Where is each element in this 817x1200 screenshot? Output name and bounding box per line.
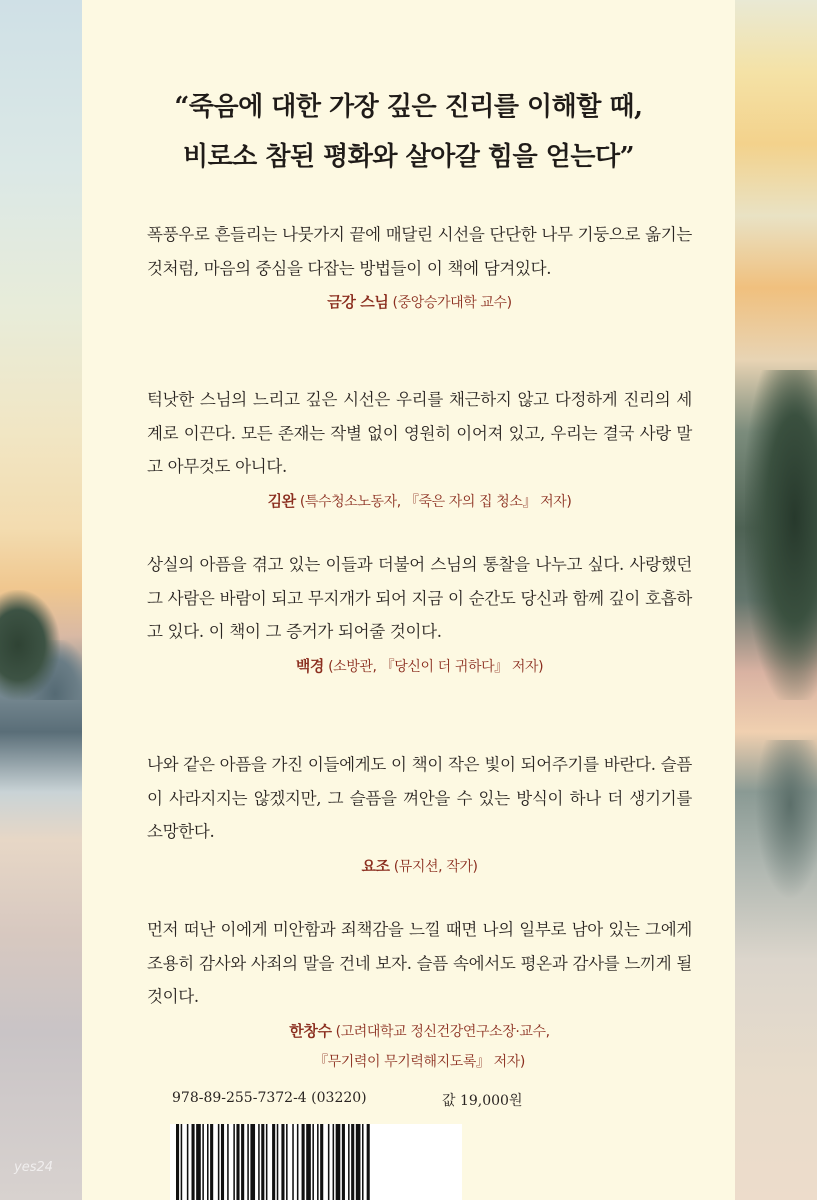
- barcode-bar: [196, 1124, 201, 1200]
- barcode-bar: [362, 1124, 364, 1200]
- barcode-bar: [356, 1124, 361, 1200]
- barcode-bar: [306, 1124, 311, 1200]
- endorser-role: (고려대학교 정신건강연구소장·교수,: [335, 1023, 550, 1040]
- endorsement-credit: [147, 486, 692, 517]
- barcode-bar: [258, 1124, 260, 1200]
- painted-reflection: [755, 740, 817, 900]
- barcode-bar: [342, 1124, 345, 1200]
- barcode-bar: [328, 1124, 330, 1200]
- isbn-number: 978-89-255-7372-4 (03220): [172, 1090, 367, 1106]
- barcode-bar: [227, 1124, 229, 1200]
- endorsement: [147, 913, 692, 1078]
- barcode-bar: [210, 1124, 213, 1200]
- barcode-bar: [272, 1124, 275, 1200]
- headline-quote: [82, 82, 735, 182]
- endorser-role: (특수청소노동자, 『죽은 자의 집 청소』 저자): [299, 493, 572, 510]
- barcode-bar: [192, 1124, 195, 1200]
- barcode-bar: [277, 1124, 279, 1200]
- endorsement-text: 상실의 아픔을 겪고 있는 이들과 더불어 스님의 통찰을 나누고 싶다. 사랑했던 그 사람은 바람이 되고 무지개가 되어 지금 이 순간도 당신과 함께 깊이 호흡하고 있다. 이 책이 그 증거가 되어줄 것이다.: [147, 555, 692, 641]
- barcode-bar: [320, 1124, 323, 1200]
- endorser-name: 한창수: [289, 1021, 332, 1040]
- barcode-bar: [312, 1124, 314, 1200]
- endorsement-credit: [147, 851, 692, 882]
- price-label: 값 19,000원: [442, 1093, 523, 1109]
- barcode-bar: [297, 1124, 299, 1200]
- barcode-bar: [317, 1124, 319, 1200]
- barcode-bar: [233, 1124, 235, 1200]
- endorser-role: (중앙승가대학 교수): [392, 295, 512, 311]
- endorser-name: 백경: [295, 656, 325, 675]
- endorser-name: 요조: [361, 856, 390, 875]
- endorser-name: 금강 스님: [327, 293, 389, 311]
- endorsement-credit: [147, 651, 692, 682]
- barcode-bar: [336, 1124, 341, 1200]
- barcode-bar: [266, 1124, 268, 1200]
- barcode-bar: [302, 1124, 305, 1200]
- endorsement: [147, 383, 692, 548]
- endorsement-credit: [147, 1016, 692, 1077]
- endorsement-text: 나와 같은 아픔을 가진 이들에게도 이 책이 작은 빛이 되어주기를 바란다. 슬픔이 사라지지는 않겠지만, 그 슬픔을 껴안을 수 있는 방식이 하나 더 생기기를 소망한다.: [147, 755, 692, 841]
- barcode-bar: [367, 1124, 370, 1200]
- barcode-bar: [241, 1124, 244, 1200]
- endorser-name: 김완: [267, 491, 296, 510]
- barcode-bar: [236, 1124, 239, 1200]
- endorsement: [147, 748, 692, 913]
- barcode-bar: [176, 1124, 179, 1200]
- barcode-bar: [261, 1124, 264, 1200]
- endorsement-text: 먼저 떠난 이에게 미안함과 죄책감을 느낄 때면 나의 일부로 남아 있는 그에게 조용히 감사와 사죄의 말을 건네 보자. 슬픔 속에서도 평온과 감사를 느끼게 될 것이다.: [147, 920, 692, 1006]
- barcode-bar: [333, 1124, 335, 1200]
- endorsement-credit: [147, 287, 692, 318]
- barcode-bar: [247, 1124, 249, 1200]
- watermark-logo: yes24: [14, 1160, 54, 1175]
- barcode-bar: [221, 1124, 224, 1200]
- barcode-bar: [281, 1124, 284, 1200]
- back-cover-panel: [82, 0, 735, 1200]
- barcode-bar: [250, 1124, 255, 1200]
- barcode-bar: [292, 1124, 294, 1200]
- barcode-bar: [187, 1124, 189, 1200]
- headline-line-1: “죽음에 대한 가장 깊은 진리를 이해할 때,: [174, 92, 643, 122]
- barcode-graphic: [170, 1124, 462, 1200]
- endorsement: [147, 218, 692, 383]
- endorser-role-line-2: 『무기력이 무기력해지도록』 저자): [314, 1053, 525, 1070]
- painted-tree: [745, 370, 817, 700]
- isbn-price-row: [172, 1090, 523, 1109]
- cover-painting-right-edge: [735, 0, 817, 1200]
- isbn-barcode: [170, 1124, 462, 1200]
- headline-line-2: 비로소 참된 평화와 살아갈 힘을 얻는다”: [182, 142, 635, 172]
- barcode-bar: [218, 1124, 220, 1200]
- barcode-bar: [348, 1124, 350, 1200]
- barcode-bar: [181, 1124, 183, 1200]
- painted-tree: [0, 590, 60, 700]
- endorsements: [147, 218, 692, 1078]
- endorsement-text: 턱낫한 스님의 느리고 깊은 시선은 우리를 채근하지 않고 다정하게 진리의 세계로 이끈다. 모든 존재는 작별 없이 영원히 이어져 있고, 우리는 결국 사랑 말고 아무것도 아니다.: [147, 390, 692, 476]
- endorser-role: (뮤지션, 작가): [393, 858, 478, 875]
- barcode-bar: [351, 1124, 354, 1200]
- cover-painting-left-edge: [0, 0, 82, 1200]
- barcode-bar: [207, 1124, 209, 1200]
- endorsement: [147, 548, 692, 748]
- endorsement-text: 폭풍우로 흔들리는 나뭇가지 끝에 매달린 시선을 단단한 나무 기둥으로 옮기는 것처럼, 마음의 중심을 다잡는 방법들이 이 책에 담겨있다.: [147, 225, 692, 278]
- barcode-bar: [286, 1124, 288, 1200]
- endorser-role: (소방관, 『당신이 더 귀하다』 저자): [328, 658, 544, 675]
- barcode-bar: [202, 1124, 204, 1200]
